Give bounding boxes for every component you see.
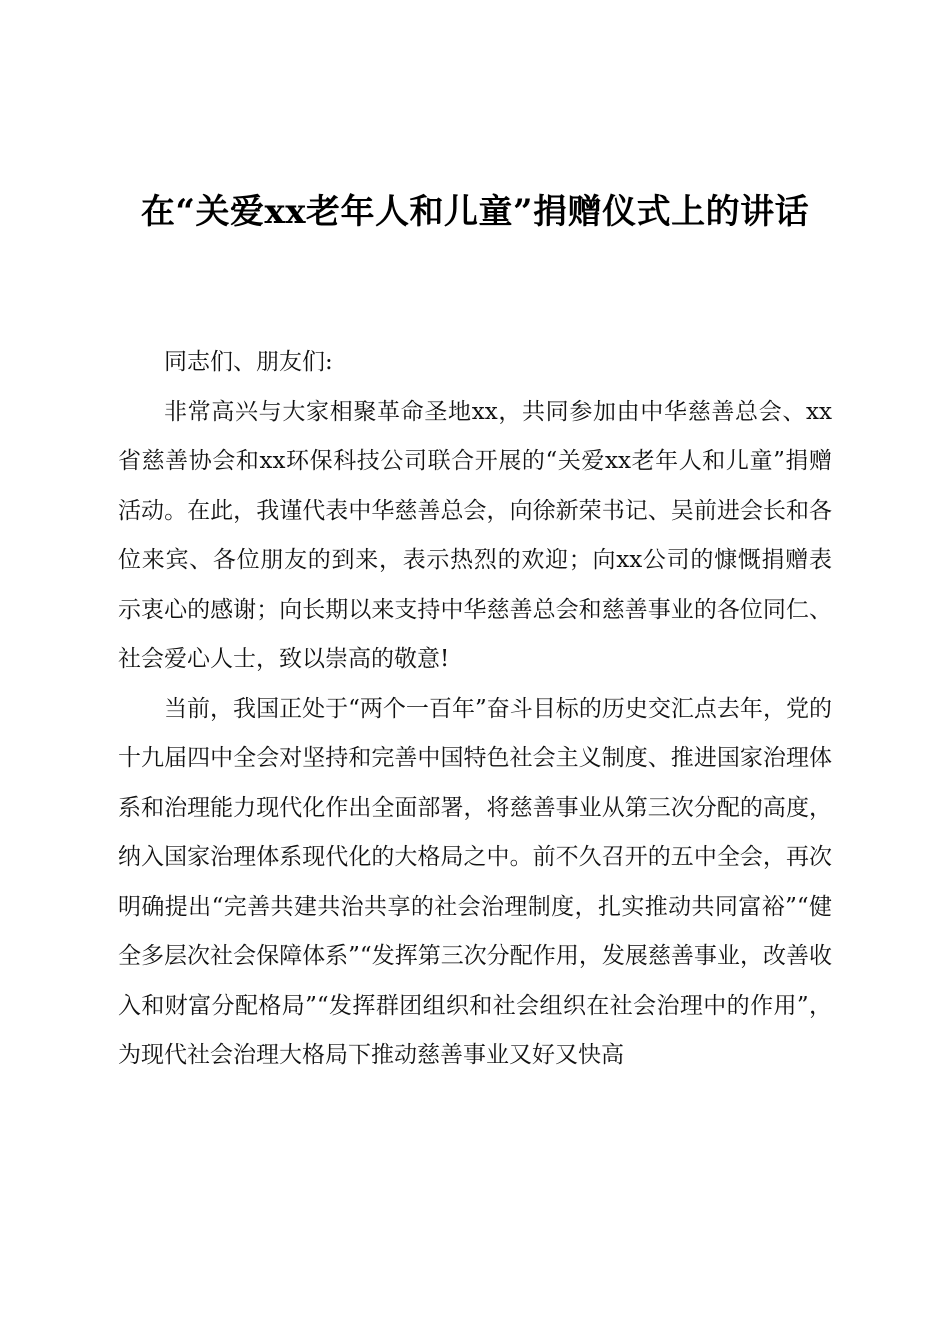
salutation: 同志们、朋友们: xyxy=(164,349,333,375)
document-body xyxy=(118,338,832,1081)
paragraph-2: 当前，我国正处于“两个一百年”奋斗目标的历史交汇点去年，党的十九届四中全会对坚持和完善中国特色社会主义制度、推进国家治理体系和治理能力现代化作出全面部署，将慈善事业从第三次分配的高度，纳入国家治理体系现代化的大格局之中。前不久召开的五中全会，再次明确提出“完善共建共治共享的社会治理制度，扎实推动共同富裕”“健全多层次社会保障体系”“发挥第三次分配作用，发展慈善事业，改善收入和财富分配格局”“发挥群团组织和社会组织在社会治理中的作用”，为现代社会治理大格局下推动慈善事业又好又快高 xyxy=(118,695,832,1068)
paragraph-1: 非常高兴与大家相聚革命圣地xx，共同参加由中华慈善总会、xx省慈善协会和xx环保科技公司联合开展的“关爱xx老年人和儿童”捐赠活动。在此，我谨代表中华慈善总会，向徐新荣书记、吴前进会长和各位来宾、各位朋友的到来，表示热烈的欢迎；向xx公司的慷慨捐赠表示衷心的感谢；向长期以来支持中华慈善总会和慈善事业的各位同仁、社会爱心人士，致以崇高的敬意! xyxy=(118,398,832,672)
document-title: 在“关爱xx老年人和儿童”捐赠仪式上的讲话 xyxy=(140,192,810,232)
